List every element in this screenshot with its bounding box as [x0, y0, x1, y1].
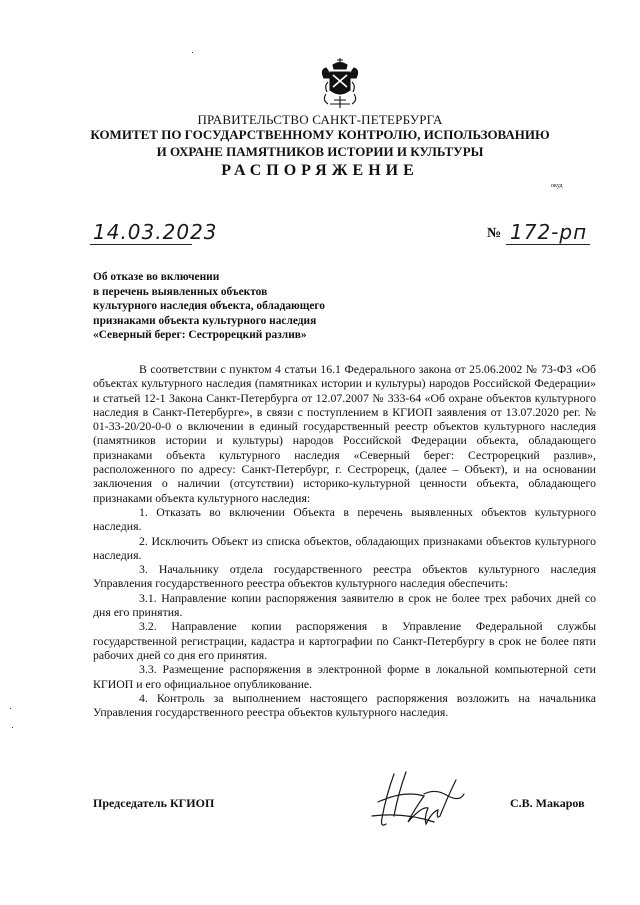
- body-paragraph: 3. Начальнику отдела государственного реестра объектов культурного наследия Управления государственного реестра объектов культурного наследия обеспечить:: [93, 562, 596, 591]
- body-paragraph: 3.2. Направление копии распоряжения в Управление Федеральной службы государственной регистрации, кадастра и картографии по Санкт-Петербургу в срок не более пяти рабочих дней со дня его принятия.: [93, 619, 596, 662]
- body-paragraph: 3.3. Размещение распоряжения в электронной форме в локальной компьютерной сети КГИОП и его официальное опубликование.: [93, 662, 596, 691]
- number-sign: №: [487, 226, 502, 241]
- document-subject: [93, 270, 325, 343]
- scan-speck: [12, 727, 13, 728]
- body-paragraph: 2. Исключить Объект из списка объектов, обладающих признаками объектов культурного наследия.: [93, 533, 596, 562]
- committee-name-line1: КОМИТЕТ ПО ГОСУДАРСТВЕННОМУ КОНТРОЛЮ, ИСПОЛЬЗОВАНИЮ: [90, 127, 550, 142]
- document-date: 14.03.2023: [93, 220, 218, 244]
- body-paragraph: 3.1. Направление копии распоряжения заявителю в срок не более трех рабочих дней со дня его принятия.: [93, 590, 596, 620]
- signer-name: С.В. Макаров: [510, 796, 585, 810]
- coat-of-arms-icon: [318, 56, 362, 110]
- committee-name-line2: И ОХРАНЕ ПАМЯТНИКОВ ИСТОРИИ И КУЛЬТУРЫ: [156, 144, 484, 159]
- okud-label: окуд: [551, 183, 563, 189]
- subject-line: культурного наследия объекта, обладающего: [93, 300, 326, 313]
- handwritten-signature: [364, 766, 474, 836]
- body-paragraph: 4. Контроль за выполнением настоящего распоряжения возложить на начальника Управления государственного реестра объектов культурного наследия.: [93, 690, 596, 720]
- subject-line: Об отказе во включении: [93, 271, 220, 283]
- body-paragraph: 1. Отказать во включении Объекта в перечень выявленных объектов культурного наследия.: [93, 504, 596, 534]
- body-paragraph: В соответствии с пунктом 4 статьи 16.1 Федерального закона от 25.06.2002 № 73-ФЗ «Об объектах культурного наследия (памятниках истории и культуры) народов Российской Федерации» и статьей 12-1 Закона Санкт-Петербурга от 12.07.2007 № 333-64 «Об охране объектов культурного наследия в Санкт-Петербурге», в связи с поступлением в КГИОП заявления от 13.07.2020 рег. № 01-33-20/20-0-0 о включении в единый государственный реестр объектов культурного наследия (памятников истории и культуры) народов Российской Федерации объекта, обладающего признаками объекта культурного наследия «Северный берег: Сестрорецкий разлив», расположенного по адресу: Санкт-Петербург, г. Сестрорецк, (далее – Объект), и на основании заключения о наличии (отсутствии) историко-культурной ценности объекта, обладающего признаками объекта культурного наследия:: [93, 362, 596, 505]
- signer-title: Председатель КГИОП: [93, 796, 215, 810]
- scan-speck: [10, 708, 11, 709]
- date-underline: [90, 244, 192, 245]
- government-name: ПРАВИТЕЛЬСТВО САНКТ-ПЕТЕРБУРГА: [197, 112, 443, 127]
- number-underline: [506, 244, 590, 245]
- document-body: [93, 362, 596, 719]
- subject-line: «Северный берег: Сестрорецкий разлив»: [93, 329, 307, 342]
- document-type: РАСПОРЯЖЕНИЕ: [221, 162, 419, 179]
- document-number: 172-рп: [510, 220, 588, 244]
- subject-line: признаками объекта культурного наследия: [93, 314, 317, 327]
- subject-line: в перечень выявленных объектов: [93, 285, 268, 298]
- scan-speck: [192, 52, 193, 53]
